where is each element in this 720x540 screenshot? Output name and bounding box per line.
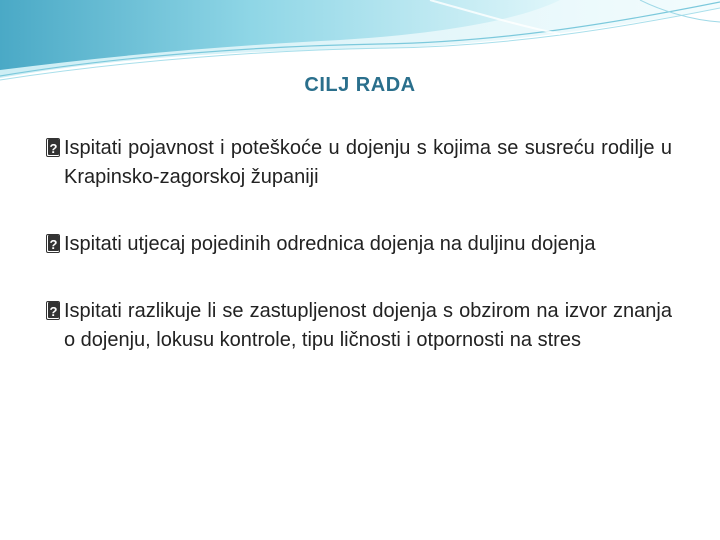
slide-title — [0, 74, 720, 97]
slide-title-text: CILJ RADA — [304, 74, 416, 96]
bullet-text: Ispitati pojavnost i poteškoće u dojenju s kojima se susreću rodilje u Krapinsko-zagorskoj županiji — [64, 137, 672, 188]
missing-glyph-icon — [46, 301, 60, 320]
bullet-text: Ispitati razlikuje li se zastupljenost dojenja s obzirom na izvor znanja o dojenju, lokusu kontrole, tipu ličnosti i otpornosti na stres — [64, 300, 672, 351]
bullet-item — [46, 297, 672, 355]
bullet-item — [46, 134, 672, 192]
missing-glyph-icon — [46, 138, 60, 157]
bullet-list — [46, 134, 672, 393]
missing-glyph-icon — [46, 234, 60, 253]
bullet-text: Ispitati utjecaj pojedinih odrednica dojenja na duljinu dojenja — [64, 233, 596, 255]
bullet-item — [46, 230, 672, 259]
